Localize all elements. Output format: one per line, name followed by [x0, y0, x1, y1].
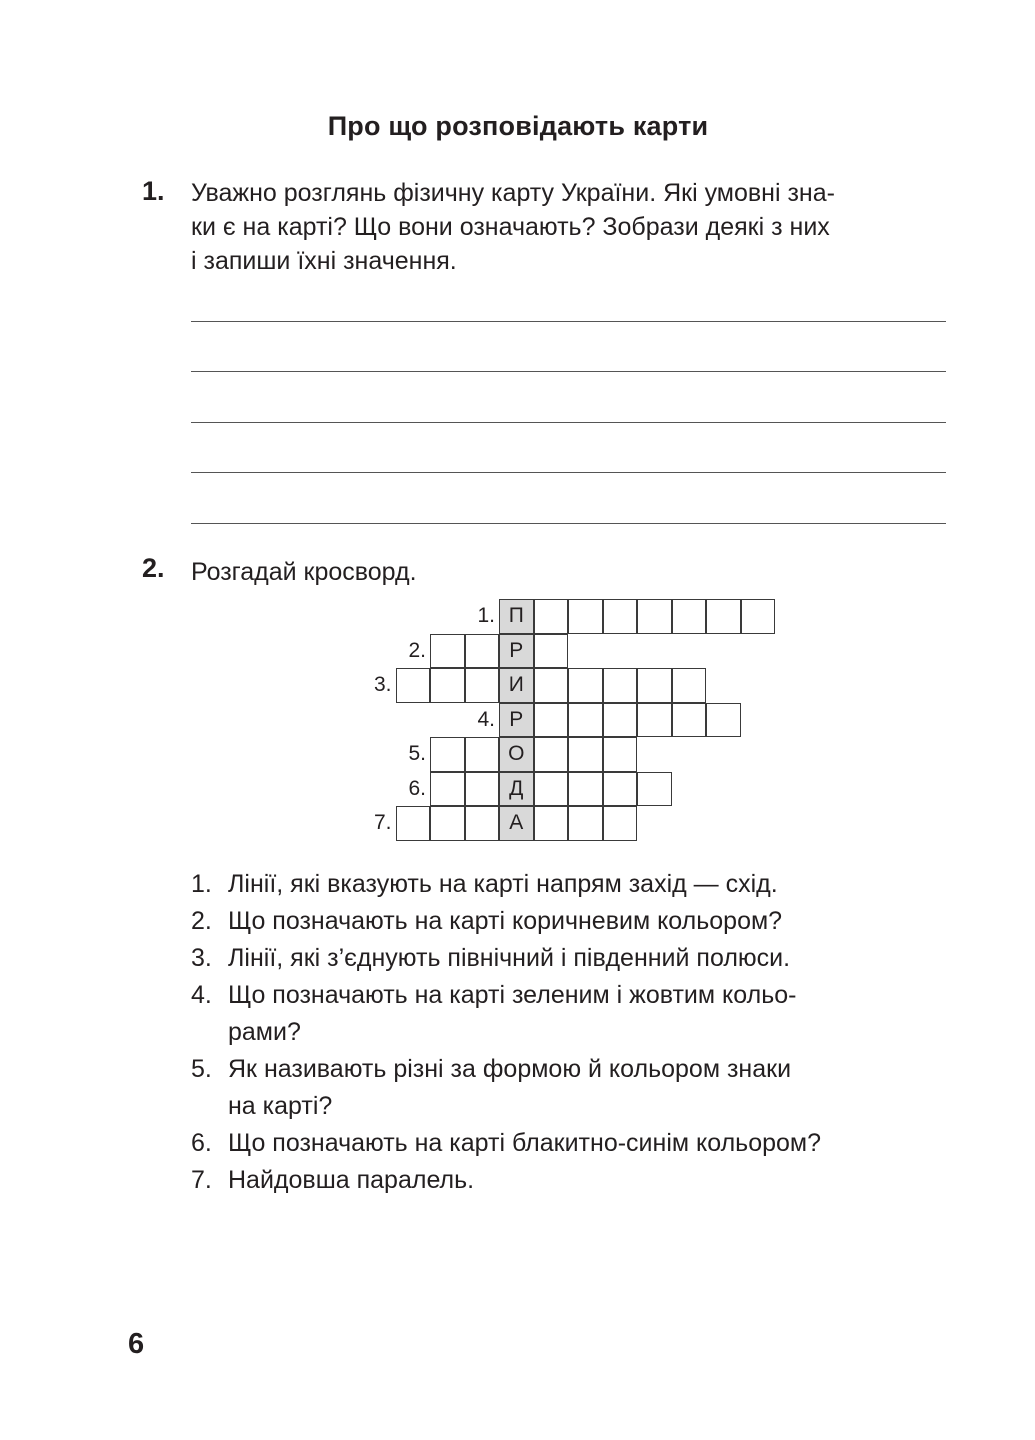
clue-text: Лінії, які з’єднують північний і південний полюси. — [228, 944, 791, 972]
crossword-cell[interactable] — [465, 737, 500, 772]
crossword-cell[interactable] — [534, 703, 569, 738]
clue-item — [191, 977, 961, 1051]
crossword-cell[interactable] — [465, 772, 500, 807]
crossword-cell[interactable] — [568, 703, 603, 738]
task-1-line: Уважно розглянь фізичну карту України. Які умовні зна- — [191, 179, 835, 207]
crossword-cell[interactable] — [603, 772, 638, 807]
crossword-cell[interactable] — [637, 599, 672, 634]
answer-line-5[interactable] — [191, 523, 946, 524]
clue-number: 3. — [191, 944, 212, 972]
clue-text: Найдовша паралель. — [228, 1166, 475, 1194]
crossword-key-cell: А — [499, 806, 534, 841]
crossword-cell[interactable] — [672, 599, 707, 634]
clue-item — [191, 1162, 961, 1199]
crossword-cell[interactable] — [672, 668, 707, 703]
crossword-cell[interactable] — [568, 806, 603, 841]
crossword-cell[interactable] — [603, 703, 638, 738]
crossword-cell[interactable] — [430, 634, 465, 669]
crossword-cell[interactable] — [568, 599, 603, 634]
crossword-cell[interactable] — [637, 668, 672, 703]
crossword-cell[interactable] — [568, 737, 603, 772]
clue-text: Що позначають на карті зеленим і жовтим кольо- — [228, 981, 797, 1009]
clue-number: 1. — [191, 870, 212, 898]
clue-number: 4. — [191, 981, 212, 1009]
crossword-cell[interactable] — [706, 599, 741, 634]
answer-line-4[interactable] — [191, 472, 946, 473]
crossword-cell[interactable] — [430, 737, 465, 772]
clue-text: рами? — [228, 1018, 301, 1046]
crossword-cell[interactable] — [568, 668, 603, 703]
answer-line-1[interactable] — [191, 321, 946, 322]
clue-item — [191, 940, 961, 977]
crossword-key-cell: О — [499, 737, 534, 772]
crossword-cell[interactable] — [396, 806, 431, 841]
crossword-cell[interactable] — [603, 806, 638, 841]
crossword-row-label: 3. — [373, 673, 392, 696]
crossword-cell[interactable] — [396, 668, 431, 703]
crossword-cell[interactable] — [534, 772, 569, 807]
task-2-instruction: Розгадай кросворд. — [191, 558, 417, 586]
crossword-cell[interactable] — [637, 703, 672, 738]
crossword-cell[interactable] — [568, 772, 603, 807]
task-1-line: і запиши їхні значення. — [191, 247, 457, 275]
crossword-cell[interactable] — [465, 806, 500, 841]
crossword-row-label: 5. — [408, 742, 426, 765]
clue-text: Що позначають на карті коричневим кольором? — [228, 907, 783, 935]
crossword-cell[interactable] — [603, 668, 638, 703]
crossword-cell[interactable] — [534, 599, 569, 634]
page-title: Про що розповідають карти — [327, 111, 709, 141]
crossword-key-cell: И — [499, 668, 534, 703]
clue-text: Що позначають на карті блакитно-синім кольором? — [228, 1129, 821, 1157]
task-1-text — [191, 176, 951, 278]
clue-text: на карті? — [228, 1092, 333, 1120]
clue-text: Як називають різні за формою й кольором знаки — [228, 1055, 792, 1083]
clue-item — [191, 903, 961, 940]
crossword-clues — [191, 866, 961, 1199]
crossword-key-cell: Д — [499, 772, 534, 807]
crossword-cell[interactable] — [603, 737, 638, 772]
crossword-key-cell: Р — [499, 634, 534, 669]
answer-line-2[interactable] — [191, 371, 946, 372]
crossword-cell[interactable] — [741, 599, 776, 634]
clue-item — [191, 1051, 961, 1125]
crossword-row-label: 7. — [373, 811, 392, 834]
crossword-cell[interactable] — [706, 703, 741, 738]
crossword-cell[interactable] — [465, 668, 500, 703]
crossword-key-cell: П — [499, 599, 534, 634]
crossword-cell[interactable] — [534, 737, 569, 772]
crossword-cell[interactable] — [465, 634, 500, 669]
clue-number: 2. — [191, 907, 212, 935]
crossword-cell[interactable] — [534, 634, 569, 669]
crossword-key-cell: Р — [499, 703, 534, 738]
clue-number: 5. — [191, 1055, 212, 1083]
clue-item — [191, 1125, 961, 1162]
crossword-row-label: 1. — [477, 604, 495, 627]
clue-text: Лінії, які вказують на карті напрям захід — схід. — [228, 870, 778, 898]
crossword-row-label: 6. — [408, 776, 426, 800]
page-number: 6 — [128, 1328, 145, 1360]
task-1-line: ки є на карті? Що вони означають? Зобрази деякі з них — [191, 213, 830, 241]
crossword-cell[interactable] — [672, 703, 707, 738]
clue-number: 7. — [191, 1166, 212, 1194]
crossword-row-label: 2. — [408, 638, 426, 662]
crossword-cell[interactable] — [430, 806, 465, 841]
crossword-cell[interactable] — [603, 599, 638, 634]
answer-line-3[interactable] — [191, 422, 946, 423]
clue-number: 6. — [191, 1129, 212, 1157]
crossword-cell[interactable] — [534, 806, 569, 841]
crossword-cell[interactable] — [534, 668, 569, 703]
crossword-row-label: 4. — [477, 707, 495, 731]
clue-item — [191, 866, 961, 903]
task-2-number: 2. — [142, 553, 165, 583]
crossword-cell[interactable] — [430, 668, 465, 703]
task-1-number: 1. — [142, 176, 165, 206]
crossword-cell[interactable] — [637, 772, 672, 807]
crossword-cell[interactable] — [430, 772, 465, 807]
